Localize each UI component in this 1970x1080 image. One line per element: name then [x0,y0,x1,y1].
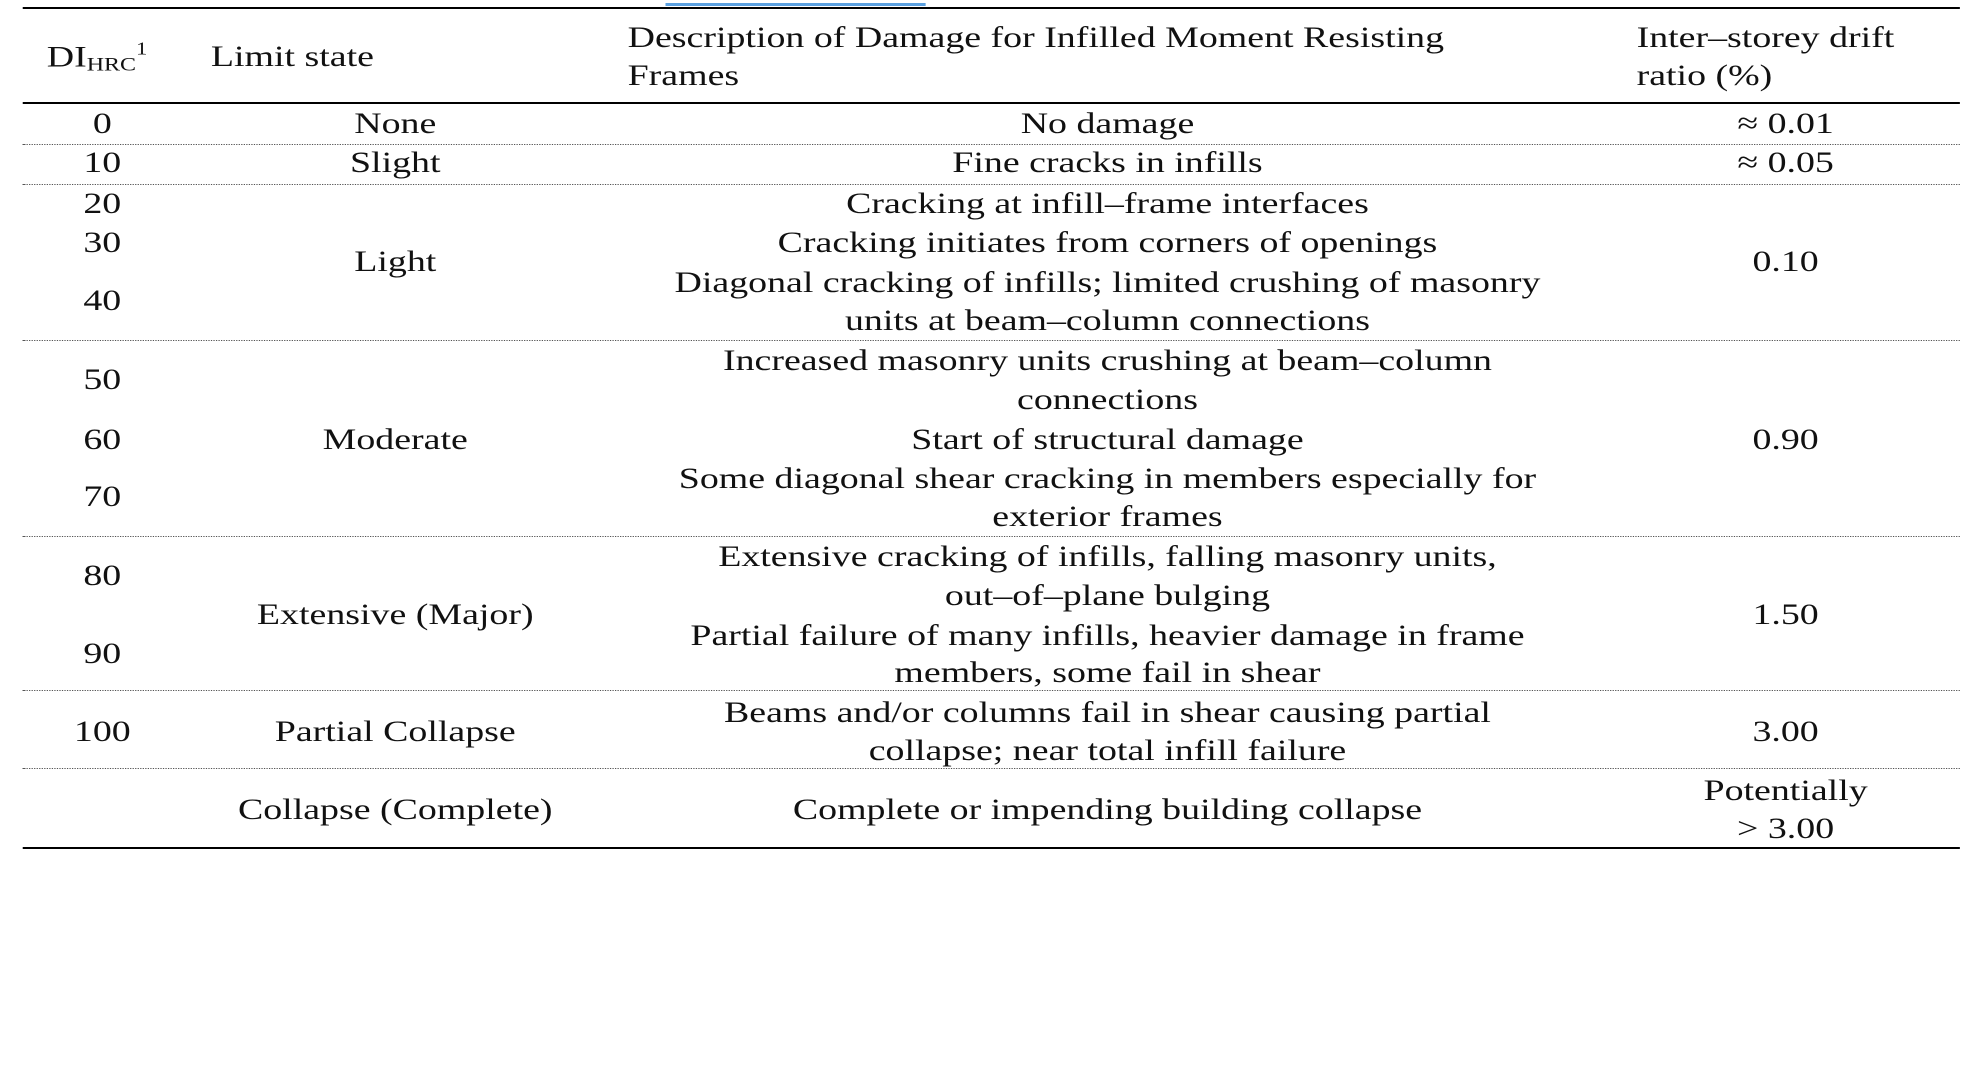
bottom-rule [23,847,1960,849]
limit-state: Collapse (Complete) [237,793,553,826]
description: Increased masonry units crushing at beam–column [722,344,1492,377]
row-divider [23,184,1960,185]
description: exterior frames [992,500,1223,533]
header-description: Description of Damage for Infilled Moment Resisting [627,21,1445,54]
di-value: 30 [83,226,122,259]
row-divider [23,340,1960,341]
top-rule [23,7,1960,9]
limit-state: Light [354,245,437,278]
description: out–of–plane bulging [944,579,1271,612]
description: Start of structural damage [911,423,1304,456]
di-value: 0 [92,107,112,140]
di-value: 50 [83,363,122,396]
description: connections [1016,383,1198,416]
drift-value: 0.90 [1752,423,1819,456]
header-drift: ratio (%) [1636,59,1773,92]
description: No damage [1020,107,1195,140]
description: Diagonal cracking of infills; limited crushing of masonry [674,266,1541,299]
di-value: 10 [83,146,122,179]
header-rule [23,102,1960,104]
row-divider [23,144,1960,145]
limit-state: Slight [349,146,441,179]
description: Cracking at infill–frame interfaces [846,187,1369,220]
di-value: 70 [83,480,122,513]
di-value: 40 [83,284,122,317]
limit-state: None [354,107,437,140]
limit-state: Extensive (Major) [256,598,534,631]
citation-link-underline[interactable] [665,3,925,6]
di-value: 100 [73,715,131,748]
description: Partial failure of many infills, heavier damage in frame [690,619,1525,652]
row-divider [23,690,1960,691]
drift-value: > 3.00 [1737,812,1835,845]
description: Extensive cracking of infills, falling masonry units, [718,540,1497,573]
header-limit-state: Limit state [210,40,374,73]
drift-value: ≈ 0.05 [1737,146,1834,179]
limit-state: Moderate [322,423,468,456]
description: Beams and/or columns fail in shear causing partial [724,696,1491,729]
drift-value: ≈ 0.01 [1737,107,1834,140]
di-value: 20 [83,187,122,220]
drift-value: Potentially [1703,774,1868,807]
di-value: 80 [83,559,122,592]
description: Cracking initiates from corners of openings [777,226,1438,259]
header-di: $DI_{HRC}^1$ [46,38,148,76]
di-value: 90 [83,637,122,670]
di-value: 60 [83,423,122,456]
drift-value: 1.50 [1752,598,1819,631]
description: members, some fail in shear [894,656,1321,689]
description: Complete or impending building collapse [792,793,1423,826]
limit-state: Partial Collapse [274,715,516,748]
row-divider [23,536,1960,537]
description: units at beam–column connections [844,304,1370,337]
description: collapse; near total infill failure [868,734,1347,767]
description: Fine cracks in infills [952,146,1263,179]
row-divider [23,768,1960,769]
drift-value: 3.00 [1752,715,1819,748]
header-description: Frames [627,59,740,92]
drift-value: 0.10 [1752,245,1819,278]
description: Some diagonal shear cracking in members especially for [678,462,1537,495]
header-drift: Inter–storey drift [1636,21,1895,54]
